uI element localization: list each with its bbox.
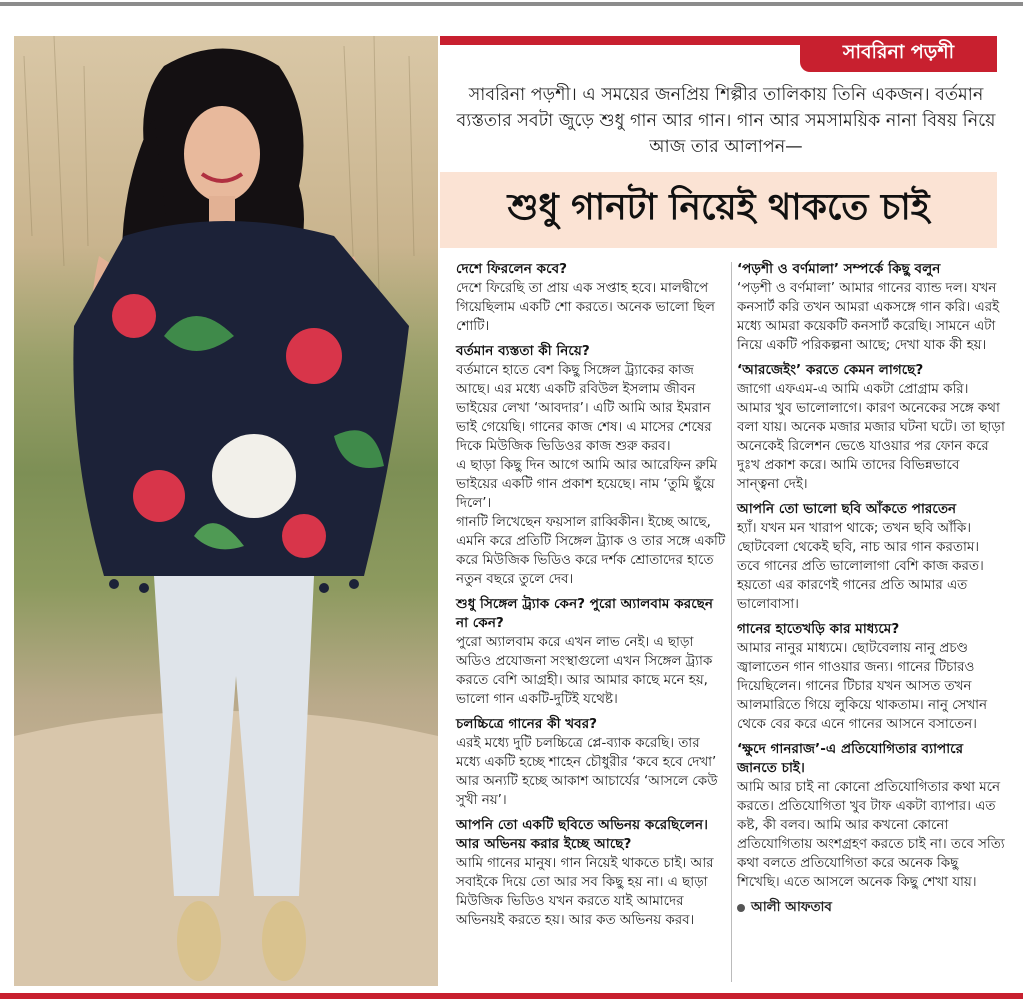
answer: হ্যাঁ। যখন মন খারাপ থাকে; তখন ছবি আঁকি। ছোটবেলা থেকেই ছবি, নাচ আর গান করতাম। তবে গানের প্রতি ভালোলাগা বেশি কাজ করত। হয়তো এর কারণেই গানের প্রতি আমার এত ভালোবাসা। xyxy=(737,521,984,612)
qa-block xyxy=(737,260,1005,355)
author-name: আলী আফতাব xyxy=(751,900,832,915)
answer: বর্তমানে হাতে বেশ কিছু সিঙ্গেল ট্র্যাকের কাজ আছে। এর মধ্যে একটি রবিউল ইসলাম জীবন ভাইয়ের লেখা ‘আবদার’। এটি আমি আর ইমরান ভাই গেয়েছি। গানের কাজ শেষ। এ মাসের শেষের দিকে মিউজিক ভিডিওর কাজ শুরু করব। xyxy=(456,363,712,454)
headline: শুধু গানটা নিয়েই থাকতে চাই xyxy=(507,187,930,228)
question: শুধু সিঙ্গেল ট্র্যাক কেন? পুরো অ্যালবাম করছেন না কেন? xyxy=(456,596,714,631)
answer: পুরো অ্যালবাম করে এখন লাভ নেই। এ ছাড়া অডিও প্রযোজনা সংস্থাগুলো এখন সিঙ্গেল ট্র্যাক করতে বেশি আগ্রহী। আর আমার কাছে মনে হয়, ভালো গান একটি-দুটিই যথেষ্ট। xyxy=(456,635,713,707)
intro-paragraph: সাবরিনা পড়শী। এ সময়ের জনপ্রিয় শিল্পীর তালিকায় তিনি একজন। বর্তমান ব্যস্ততার সবটা জুড়ে শুধু গান আর গান। গান আর সমসাময়িক নানা বিষয় নিয়ে আজ তার আলাপন— xyxy=(456,85,996,157)
bullet-icon xyxy=(737,904,745,912)
question: আপনি তো ভালো ছবি আঁকতে পারতেন xyxy=(737,501,957,517)
qa-block xyxy=(456,342,726,589)
question: দেশে ফিরলেন কবে? xyxy=(456,261,568,277)
answer: আমার নানুর মাধ্যমে। ছোটবেলায় নানু প্রচণ্ড জ্বালাতেন গান গাওয়ার জন্য। গানের টিচারও দিয়েছিলেন। গানের টিচার যখন আসত তখন আলমারিতে গিয়ে লুকিয়ে থাকতাম। নানু সেখান থেকে বের করে এনে গানের আসনে বসাতেন। xyxy=(737,641,988,732)
qa-block xyxy=(737,740,1005,892)
question: আপনি তো একটি ছবিতে অভিনয় করেছিলেন। আর অভিনয় করার ইচ্ছে আছে? xyxy=(456,817,708,852)
answer: জাগো এফএম-এ আমি একটা প্রোগ্রাম করি। আমার খুব ভালোলাগে। কারণ অনেকের সঙ্গে কথা বলা যায়। অনেক মজার মজার ঘটনা ঘটে। তা ছাড়া অনেকেই রিলেশন ভেঙে যাওয়ার পর ফোন করে দুঃখ প্রকাশ করে। আমি তাদের বিভিন্নভাবে সান্ত্বনা দেই। xyxy=(737,382,1005,492)
right-column xyxy=(737,260,1005,917)
qa-block xyxy=(737,500,1005,614)
answer: আমি গানের মানুষ। গান নিয়েই থাকতে চাই। আর সবাইকে দিয়ে তো আর সব কিছু হয় না। এ ছাড়া মিউজিক ভিডিও যখন করতে যাই আমাদের অভিনয়ই করতে হয়। আর কত অভিনয় করব। xyxy=(456,856,714,928)
question: গানের হাতেখড়ি কার মাধ্যমে? xyxy=(737,621,900,637)
portrait-photo xyxy=(14,36,438,986)
byline xyxy=(737,898,1005,917)
portrait-illustration xyxy=(14,36,438,986)
column-divider xyxy=(731,262,732,982)
answer: ‘পড়শী ও বর্ণমালা’ আমার গানের ব্যান্ড দল। যখন কনসার্ট করি তখন আমরা একসঙ্গে গান করি। এরই মধ্যে আমরা কয়েকটি কনসার্ট করেছি। সামনে এটা নিয়ে একটি পরিকল্পনা আছে; দেখা যাক কী হয়। xyxy=(737,281,1000,353)
question: বর্তমান ব্যস্ততা কী নিয়ে? xyxy=(456,343,590,359)
question: ‘আরজেইং’ করতে কেমন লাগছে? xyxy=(737,362,924,378)
qa-block xyxy=(456,816,726,930)
qa-block xyxy=(456,260,726,336)
question: চলচ্চিত্রে গানের কী খবর? xyxy=(456,716,598,732)
answer: আমি আর চাই না কোনো প্রতিযোগিতার কথা মনে করতে। প্রতিযোগিতা খুব টাফ একটা ব্যাপার। এত কষ্ট, কী বলব। আমি আর কখনো কোনো প্রতিযোগিতায় অংশগ্রহণ করতে চাই না। তবে সত্যি কথা বলতে প্রতিযোগিতা করে অনেক কিছু শিখেছি। এতে আসলে অনেক কিছু শেখা যায়। xyxy=(737,780,1005,890)
qa-block xyxy=(737,620,1005,734)
qa-block xyxy=(737,361,1005,494)
name-tag: সাবরিনা পড়শী xyxy=(800,36,997,72)
headline-box xyxy=(440,172,997,248)
answer: দেশে ফিরেছি তা প্রায় এক সপ্তাহ হবে। মালদ্বীপে গিয়েছিলাম একটি শো করতে। অনেক ভালো ছিল শোটি। xyxy=(456,281,715,334)
question: ‘পড়শী ও বর্ণমালা’ সম্পর্কে কিছু বলুন xyxy=(737,261,941,277)
answer: গানটি লিখেছেন ফয়সাল রাব্বিকীন। ইচ্ছে আছে, এমনি করে প্রতিটি সিঙ্গেল ট্র্যাক ও তার সঙ্গে একটি করে মিউজিক ভিডিও করে দর্শক শ্রোতাদের হাতে নতুন বছরে তুলে দেব। xyxy=(456,515,726,587)
question: ‘ক্ষুদে গানরাজ’-এ প্রতিযোগিতার ব্যাপারে জানতে চাই। xyxy=(737,741,964,776)
top-rule xyxy=(0,2,1023,6)
bottom-rule xyxy=(0,993,1023,999)
qa-block xyxy=(456,715,726,810)
answer: এরই মধ্যে দুটি চলচ্চিত্রে প্লে-ব্যাক করেছি। তার মধ্যে একটি হচ্ছে শাহেন চৌধুরীর ‘কবে হবে দেখা’ আর অন্যটি হচ্ছে আকাশ আচার্যের ‘আসলে কেউ সুখী নয়’। xyxy=(456,736,718,808)
left-column xyxy=(456,260,726,936)
qa-block xyxy=(456,595,726,709)
answer: এ ছাড়া কিছু দিন আগে আমি আর আরেফিন রুমি ভাইয়ের একটি গান প্রকাশ হয়েছে। নাম ‘তুমি ছুঁয়ে দিলে’। xyxy=(456,458,718,511)
